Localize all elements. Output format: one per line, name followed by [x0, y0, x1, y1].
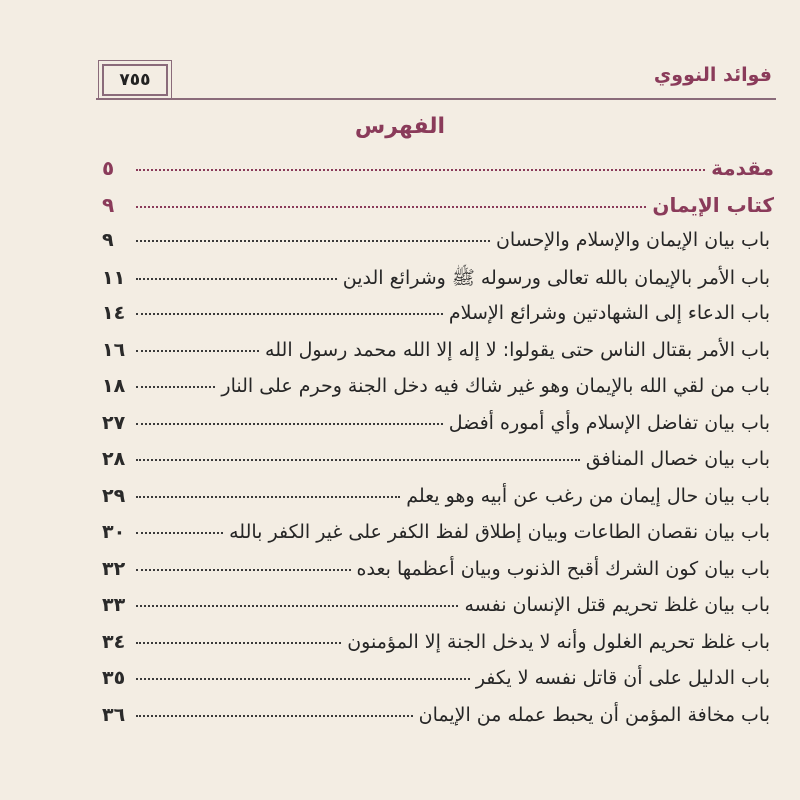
toc-entry-row — [102, 302, 774, 339]
toc-entry-row — [102, 667, 774, 704]
toc-entry-row — [102, 448, 774, 485]
toc-entry-title: باب مخافة المؤمن أن يحبط عمله من الإيمان — [418, 703, 770, 726]
toc-page-number: ١١ — [102, 266, 126, 289]
toc-entry-row — [102, 412, 774, 449]
toc-page-number: ١٨ — [102, 375, 126, 397]
table-of-contents — [102, 156, 774, 740]
dot-leader — [136, 569, 351, 571]
toc-entry-row — [102, 485, 774, 522]
toc-entry-title: باب الدعاء إلى الشهادتين وشرائع الإسلام — [448, 302, 770, 324]
toc-entry-title: باب الأمر بقتال الناس حتى يقولوا: لا إله إلا الله محمد رسول الله — [265, 338, 770, 361]
toc-entry-row — [102, 375, 774, 412]
running-title: فوائد النووي — [653, 64, 772, 86]
toc-heading-row — [102, 156, 774, 193]
page-title: الفهرس — [354, 114, 446, 139]
toc-page-number: ٣٥ — [102, 667, 126, 689]
toc-page-number: ٣٠ — [102, 521, 126, 543]
toc-page-number: ٩ — [102, 192, 115, 217]
dot-leader — [136, 532, 223, 534]
toc-entry-row — [102, 558, 774, 595]
toc-page-number: ١٦ — [102, 338, 126, 361]
toc-entry-title: باب بيان نقصان الطاعات وبيان إطلاق لفظ الكفر على غير الكفر بالله — [229, 521, 770, 543]
dot-leader — [136, 206, 646, 208]
toc-entry-title: باب الدليل على أن قاتل نفسه لا يكفر — [475, 667, 770, 689]
toc-heading-row — [102, 193, 774, 230]
toc-entry-row — [102, 266, 774, 303]
page-header — [96, 60, 776, 100]
dot-leader — [136, 278, 337, 280]
page-number: ٧٥٥ — [102, 64, 168, 96]
dot-leader — [136, 386, 215, 388]
toc-entry-title: باب غلظ تحريم الغلول وأنه لا يدخل الجنة إلا المؤمنون — [347, 630, 770, 653]
toc-page-number: ١٤ — [102, 302, 126, 324]
dot-leader — [136, 350, 259, 352]
header-rule — [96, 98, 776, 100]
toc-page-number: ٩ — [102, 229, 114, 251]
dot-leader — [136, 642, 341, 644]
toc-entry-row — [102, 594, 774, 631]
toc-page-number: ٢٩ — [102, 484, 126, 507]
toc-page-number: ٣٣ — [102, 594, 126, 616]
toc-entry-title: باب بيان خصال المنافق — [585, 448, 770, 470]
toc-entry-title: باب من لقي الله بالإيمان وهو غير شاك فيه دخل الجنة وحرم على النار — [221, 375, 770, 397]
toc-entry-title: باب بيان تفاضل الإسلام وأي أموره أفضل — [448, 411, 770, 434]
toc-entry-row — [102, 704, 774, 741]
dot-leader — [136, 605, 458, 607]
toc-page-number: ٣٤ — [102, 630, 126, 653]
toc-entry-title: باب بيان الإيمان والإسلام والإحسان — [495, 229, 770, 251]
dot-leader — [136, 678, 470, 680]
dot-leader — [136, 313, 443, 315]
toc-entry-title: باب الأمر بالإيمان بالله تعالى ورسوله ﷺ وشرائع الدين — [342, 266, 770, 289]
dot-leader — [136, 496, 400, 498]
dot-leader — [136, 169, 705, 171]
toc-page-number: ٢٨ — [102, 448, 126, 470]
toc-entry-title: باب بيان غلظ تحريم قتل الإنسان نفسه — [464, 594, 770, 616]
toc-page-number: ٣٦ — [102, 703, 126, 726]
dot-leader — [136, 459, 580, 461]
toc-entry-title: مقدمة — [711, 156, 774, 180]
dot-leader — [136, 715, 413, 717]
toc-page-number: ٢٧ — [102, 411, 126, 434]
dot-leader — [136, 240, 490, 242]
toc-entry-row — [102, 339, 774, 376]
toc-page-number: ٣٢ — [102, 557, 126, 580]
toc-entry-row — [102, 631, 774, 668]
toc-entry-title: كتاب الإيمان — [652, 192, 774, 217]
dot-leader — [136, 423, 443, 425]
toc-page-number: ٥ — [102, 156, 115, 180]
toc-entry-title: باب بيان كون الشرك أقبح الذنوب وبيان أعظمها بعده — [356, 557, 770, 580]
toc-entry-row — [102, 521, 774, 558]
toc-entry-title: باب بيان حال إيمان من رغب عن أبيه وهو يعلم — [406, 484, 770, 507]
toc-entry-row — [102, 229, 774, 266]
